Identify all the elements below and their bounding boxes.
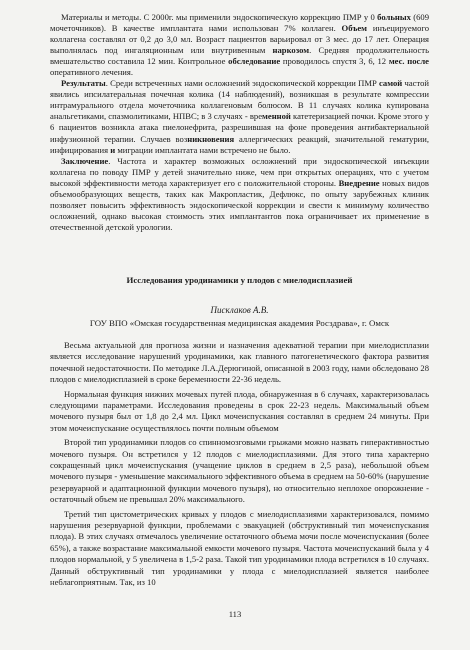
text-run: катетеризацией почки. Кроме этого у 6 пациентов возникла атака пиелонефрита, разрешившая на фоне проведения антибактериальной инфузионной терапии. Случаев воз xyxy=(50,111,429,144)
text-run: проводилось спустя 3, 6, 12 xyxy=(280,56,389,67)
article-urodynamics xyxy=(50,274,429,589)
article-body xyxy=(50,340,429,589)
text-run: частой явились ипсилатеральная почечная колика (14 наблюдений), возникшая в результате компрессии интрамурального отдела мочеточника коллагеновым болюсом. В 11 случаях колика купирована анальгетиками, спазмолитиками, НПВС; в 3 случаях - вре xyxy=(50,78,429,122)
article-title: Исследования уродинамики у плодов с миелодисплазией xyxy=(126,274,353,285)
bold-run: обследование xyxy=(228,56,281,67)
article-paragraph: Второй тип уродинамики плодов со спинномозговыми грыжами можно назвать гиперактивностью мочевого пузыря. Он встретился у 12 плодов с миелодисплазиями. Для этого типа характерно сокращенный цикл мочеиспускания (учащение циклов в среднем в 2,5 раза), небольшой объем мочевого пузыря - уменьшение максимального эффективного объема в среднем на 50-60% (нарушение резервуарной и адаптационной функции мочевого пузыря), но относительно неплохое опорожнение - остаточный объем не превышал 20% максимального. xyxy=(50,437,429,505)
text-run: новых видов объемообразующих веществ, таких как Макропластик, Дефлюкс, по опыту зарубежных клиник позволяет повысить эффективность эндоскопической коррекции и свести к минимуму количество осложнений, однако высокая стоимость этих имплантантов пока ограничивает их применение в отечественной детской урологии. xyxy=(50,177,429,232)
text-run: Материалы и методы. С 2000г. мы применили эндоскопическую коррекцию ПМР у 0 xyxy=(61,12,378,22)
bold-run: больных xyxy=(377,12,411,22)
article-paragraph: Весьма актуальной для прогноза жизни и назначения адекватной терапии при миелодисплазии является исследование нарушений уродинамики, как главного патогенетического фактора развития почечной недостаточности. По методике Л.А.Дерюгиной, описанной в 2003 году, нами обследовано 28 плодов с миелодисплазией в сроке беременности 22-36 недель. xyxy=(50,339,429,385)
text-run: аллергических реакций, значительной гематурии, инфицирования xyxy=(50,133,429,155)
bold-run: менной xyxy=(262,111,291,122)
bold-run: самой xyxy=(379,78,403,89)
article-paragraph: Третий тип цистометрических кривых у плодов с миелодисплазиями характеризовался, помимо нарушения резервуарной функции, проблемами с эвакуацией (обструктивный тип мочеиспускания плода). В этих случаях отмечалось увеличение остаточного объема мочи после мочеиспускания (более 65%), а также возрастание максимальной емкости мочевого пузыря. Частота мочеиспусканий была у 4 плодов нормальной, у 5 увеличена в 1,5-2 раза. Такой тип уродинамики плода встретился в 10 случаях. Данный обструктивный тип уродинамики у плода с миелодисплазией является наиболее неблагоприятным. Так, из 10 xyxy=(50,508,429,588)
bold-run: Заключение xyxy=(61,155,109,166)
bold-run: и xyxy=(110,144,116,155)
text-run: . Среди встреченных нами осложнений эндоскопической коррекции ПМР xyxy=(105,78,380,89)
methods-paragraph xyxy=(50,12,429,78)
previous-article-continuation xyxy=(50,12,429,233)
text-run: (609 мочеточников). В качестве имплантата нами использован 7% коллаген. xyxy=(50,12,429,34)
text-run: миграции имплантата нами встречено не было. xyxy=(115,144,291,155)
bold-run: мес. после xyxy=(388,56,429,67)
bold-run: Объем xyxy=(341,23,367,34)
text-run: . Частота и характер возможных осложнений при эндоскопической инъекции коллагена по поводу ПМР у детей значительно ниже, чем при открытых операциях, что с учетом высокой эффективности метода характеризует его с положительной стороны. xyxy=(50,155,429,188)
bold-run: Внедрение xyxy=(338,177,380,188)
article-author: Писклаков А.В. xyxy=(210,304,269,315)
text-run: . Средняя продолжительность вмешательство составила 12 мин. Контрольное xyxy=(50,45,429,67)
text-run: оперативного лечения. xyxy=(50,67,133,78)
text-run: инъецируемого коллагена составлял от 0,2 до 3,0 мл. Возраст пациентов варьировал от 3 мес. до 17 лет. Операция выполнялась под ингаляционным или внутривенным xyxy=(50,23,429,56)
article-affiliation: ГОУ ВПО «Омская государственная медицинская академия Росздрава», г. Омск xyxy=(89,317,390,328)
bold-run: Результаты xyxy=(61,78,106,89)
page-number: 113 xyxy=(228,609,242,619)
bold-run: наркозом xyxy=(272,45,310,56)
results-paragraph xyxy=(50,78,429,155)
conclusion-paragraph xyxy=(50,156,429,233)
bold-run: никновения xyxy=(187,133,235,144)
article-paragraph: Нормальная функция нижних мочевых путей плода, обнаруженная в 6 случаях, характеризовалась следующими параметрами. Исследования проведены в срок 22-23 недель. Максимальный объем мочевого пузыря был от 1,8 до 2,4 мл. Цикл мочеиспускания составлял в среднем 24 минуты. При этом мочеиспускание осуществлялось почти полным объемом xyxy=(50,388,429,433)
